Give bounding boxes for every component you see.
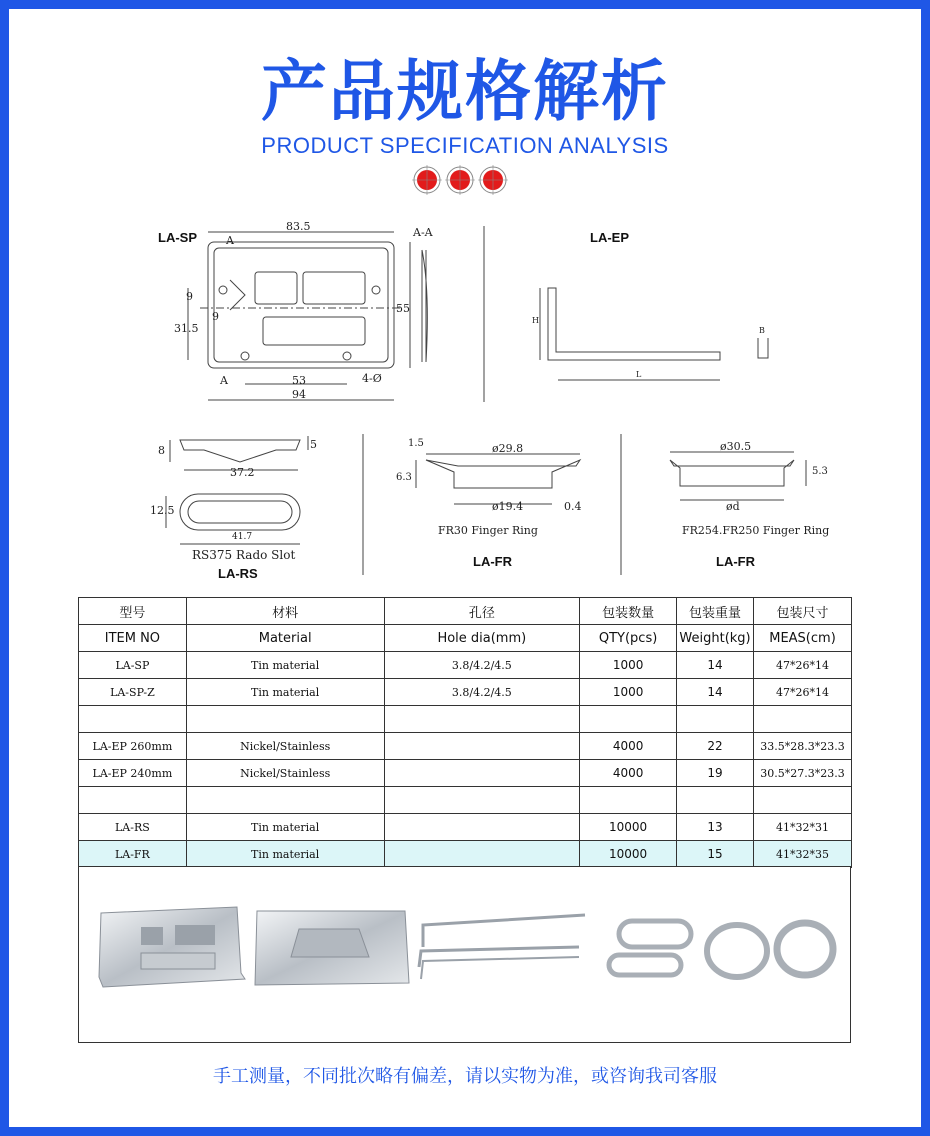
dim-text: 83.5 (286, 220, 311, 233)
label-la-ep: LA-EP (590, 230, 629, 245)
label-la-rs: LA-RS (218, 566, 258, 581)
dim-text: 5.3 (812, 466, 828, 477)
table-header-cell: 型号 (79, 598, 187, 625)
table-cell (384, 814, 580, 841)
table-cell: 41*32*35 (754, 841, 852, 868)
table-header-en (79, 625, 852, 652)
dim-text: 1.5 (408, 438, 424, 449)
page-subtitle: PRODUCT SPECIFICATION ANALYSIS (261, 133, 669, 158)
dim-text: 4-Ø (362, 372, 382, 385)
table-cell: 4000 (580, 760, 677, 787)
table-cell (677, 787, 754, 814)
table-cell: LA-SP (79, 652, 187, 679)
spec-table (78, 597, 852, 868)
table-cell (79, 787, 187, 814)
dim-text: 55 (396, 302, 410, 315)
dim-text: ø30.5 (720, 440, 752, 453)
dim-text: 94 (292, 388, 306, 401)
table-cell: Tin material (186, 652, 384, 679)
table-cell: 15 (677, 841, 754, 868)
table-header-cell: 孔径 (384, 598, 580, 625)
table-cell: LA-SP-Z (79, 679, 187, 706)
table-cell: Tin material (186, 679, 384, 706)
decorative-dots (410, 164, 520, 196)
table-row (79, 760, 852, 787)
table-cell: 10000 (580, 814, 677, 841)
footer-note: 手工测量，不同批次略有偏差，请以实物为准，或咨询我司客服 (213, 1066, 717, 1087)
table-header-cell: MEAS(cm) (754, 625, 852, 652)
dim-text: 37.2 (230, 466, 255, 479)
table-cell: 1000 (580, 679, 677, 706)
table-row (79, 652, 852, 679)
table-cell: 3.8/4.2/4.5 (384, 679, 580, 706)
dim-text: 9 (186, 290, 193, 303)
table-cell: 19 (677, 760, 754, 787)
dot-icon (445, 165, 475, 195)
table-cell (384, 733, 580, 760)
table-cell: Nickel/Stainless (186, 760, 384, 787)
table-header-cn (79, 598, 852, 625)
table-header-cell: 包装数量 (580, 598, 677, 625)
dim-text: 0.4 (564, 500, 582, 513)
dim-text: 6.3 (396, 472, 412, 483)
dim-text: A-A (413, 226, 433, 239)
dim-text: H (532, 316, 539, 325)
table-cell: 33.5*28.3*23.3 (754, 733, 852, 760)
table-cell (79, 706, 187, 733)
table-row (79, 814, 852, 841)
technical-drawings (80, 210, 850, 590)
table-cell (384, 787, 580, 814)
table-row (79, 787, 852, 814)
dim-text: A (226, 234, 234, 247)
table-cell (384, 706, 580, 733)
dot-icon (478, 165, 508, 195)
product-photos (78, 866, 851, 1043)
dim-text: 8 (158, 444, 165, 457)
table-cell (580, 787, 677, 814)
table-cell: 3.8/4.2/4.5 (384, 652, 580, 679)
slot-photo-icon (609, 921, 691, 975)
table-cell: LA-EP 260mm (79, 733, 187, 760)
table-header-cell: QTY(pcs) (580, 625, 677, 652)
table-cell: 30.5*27.3*23.3 (754, 760, 852, 787)
table-cell: LA-FR (79, 841, 187, 868)
table-cell: LA-RS (79, 814, 187, 841)
dim-text: ød (726, 500, 740, 513)
table-header-cell: Weight(kg) (677, 625, 754, 652)
dim-text: 9 (212, 310, 219, 323)
product-photo-strip (79, 867, 850, 1042)
caption-la-fr1: FR30 Finger Ring (438, 524, 538, 537)
caption-la-rs: RS375 Rado Slot (192, 548, 296, 562)
dim-text: L (636, 370, 642, 379)
dim-text: A (220, 374, 228, 387)
table-cell (186, 706, 384, 733)
table-cell (754, 787, 852, 814)
table-header-cell: 材料 (186, 598, 384, 625)
label-la-fr1: LA-FR (473, 554, 512, 569)
dim-text: 12.5 (150, 504, 175, 517)
dim-text: ø19.4 (492, 500, 524, 513)
table-cell: 1000 (580, 652, 677, 679)
table-cell (384, 841, 580, 868)
table-row (79, 841, 852, 868)
label-la-fr2: LA-FR (716, 554, 755, 569)
table-cell: 22 (677, 733, 754, 760)
plate-photo-icon (99, 907, 245, 987)
dot-icon (412, 165, 442, 195)
table-cell (677, 706, 754, 733)
dim-text: 41.7 (232, 532, 253, 542)
table-header-cell: Material (186, 625, 384, 652)
dim-text: 31.5 (174, 322, 199, 335)
table-cell: 47*26*14 (754, 679, 852, 706)
table-cell: 14 (677, 652, 754, 679)
dim-text: ø29.8 (492, 442, 524, 455)
table-cell: 14 (677, 679, 754, 706)
table-header-cell: Hole dia(mm) (384, 625, 580, 652)
table-cell: 4000 (580, 733, 677, 760)
table-cell: 10000 (580, 841, 677, 868)
dim-text: 5 (310, 438, 317, 451)
table-cell (754, 706, 852, 733)
table-header-cell: ITEM NO (79, 625, 187, 652)
dim-text: 53 (292, 374, 306, 387)
table-cell: 47*26*14 (754, 652, 852, 679)
dim-text: B (759, 326, 765, 335)
table-header-cell: 包装尺寸 (754, 598, 852, 625)
table-cell: Tin material (186, 814, 384, 841)
handle-photo-icon (419, 915, 585, 979)
caption-la-fr2: FR254.FR250 Finger Ring (682, 524, 830, 537)
table-cell: Tin material (186, 841, 384, 868)
table-row (79, 733, 852, 760)
table-cell (580, 706, 677, 733)
label-la-sp: LA-SP (158, 230, 197, 245)
page-title: 产品规格解析 (261, 53, 669, 130)
table-cell (384, 760, 580, 787)
table-cell: 41*32*31 (754, 814, 852, 841)
table-cell: Nickel/Stainless (186, 733, 384, 760)
table-header-cell: 包装重量 (677, 598, 754, 625)
table-row (79, 706, 852, 733)
ring-photo-icon (707, 923, 833, 977)
table-cell: 13 (677, 814, 754, 841)
table-cell: LA-EP 240mm (79, 760, 187, 787)
plate-photo-icon (255, 911, 409, 985)
table-cell (186, 787, 384, 814)
table-row (79, 679, 852, 706)
